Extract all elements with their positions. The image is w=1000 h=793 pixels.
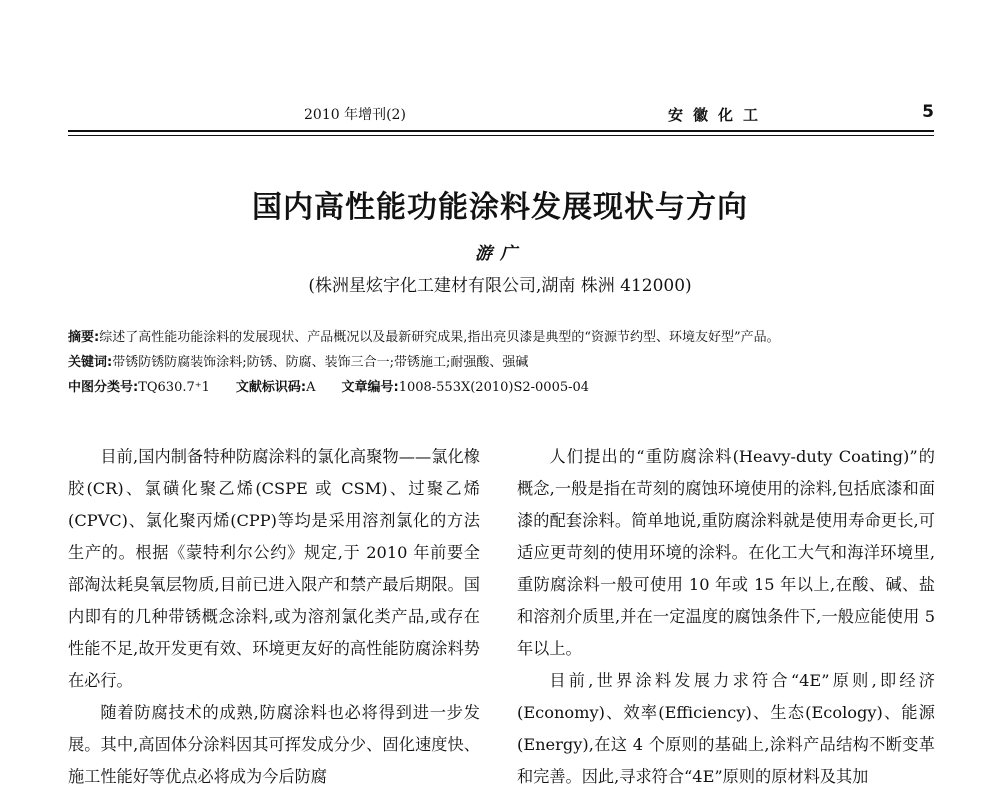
clc-label: 中图分类号: — [68, 380, 139, 395]
body-paragraph: 目前,国内制备特种防腐涂料的氯化高聚物——氯化橡胶(CR)、氯磺化聚乙烯(CSPE 或 CSM)、过聚乙烯(CPVC)、氯化聚丙烯(CPP)等均是采用溶剂氯化的方法生产的。根据《蒙特利尔公约》规定,于 2010 年前要全部淘汰耗臭氧层物质,目前已进入限产和禁产最后期限。国内即有的几种带锈概念涂料,或为溶剂氯化类产品,或存在性能不足,故开发更有效、环境更友好的高性能防腐涂料势在必行。 — [68, 447, 480, 690]
running-header — [68, 104, 934, 128]
article-no-value: 1008-553X(2010)S2-0005-04 — [398, 380, 590, 395]
issue-label: 2010 年增刊(2) — [304, 107, 406, 123]
header-rule-thick — [68, 130, 934, 132]
body-paragraph: 目前,世界涂料发展力求符合“4E”原则,即经济(Economy)、效率(Efficiency)、生态(Ecology)、能源(Energy),在这 4 个原则的基础上,涂料产品结构不断变革和完善。因此,寻求符合“4E”原则的原材料及其加 — [517, 671, 935, 786]
doc-code-value: A — [306, 380, 316, 395]
keywords — [68, 351, 528, 370]
classification-line — [68, 376, 589, 395]
article-author: 游广 — [475, 244, 525, 264]
article-title: 国内高性能功能涂料发展现状与方向 — [252, 190, 748, 225]
abstract — [68, 326, 780, 345]
clc-value: TQ630.7⁺1 — [138, 380, 210, 395]
article-no-label: 文章编号: — [341, 380, 399, 395]
abstract-text: 综述了高性能功能涂料的发展现状、产品概况以及最新研究成果,指出亮贝漆是典型的“资源节约型、环境友好型”产品。 — [99, 330, 780, 345]
page-number: 5 — [922, 102, 934, 122]
body-paragraph: 人们提出的“重防腐涂料(Heavy-duty Coating)”的概念,一般是指在苛刻的腐蚀环境使用的涂料,包括底漆和面漆的配套涂料。简单地说,重防腐涂料就是使用寿命更长,可适应更苛刻的使用环境的涂料。在化工大气和海洋环境里,重防腐涂料一般可使用 10 年或 15 年以上,在酸、碱、盐和溶剂介质里,并在一定温度的腐蚀条件下,一般应能使用 5 年以上。 — [517, 447, 935, 658]
journal-name: 安徽化工 — [668, 106, 769, 124]
body-column-right — [517, 441, 935, 793]
header-rule-thin — [68, 135, 934, 136]
keywords-label: 关键词: — [68, 355, 113, 370]
body-column-left — [68, 441, 480, 793]
body-paragraph: 随着防腐技术的成熟,防腐涂料也必将得到进一步发展。其中,高固体分涂料因其可挥发成分少、固化速度快、施工性能好等优点必将成为今后防腐 — [68, 703, 480, 786]
keywords-text: 带锈防锈防腐装饰涂料;防锈、防腐、装饰三合一;带锈施工;耐强酸、强碱 — [112, 355, 529, 370]
abstract-label: 摘要: — [68, 330, 100, 345]
doc-code-label: 文献标识码: — [235, 380, 307, 395]
author-affiliation: (株洲星炫宇化工建材有限公司,湖南 株洲 412000) — [308, 276, 692, 296]
